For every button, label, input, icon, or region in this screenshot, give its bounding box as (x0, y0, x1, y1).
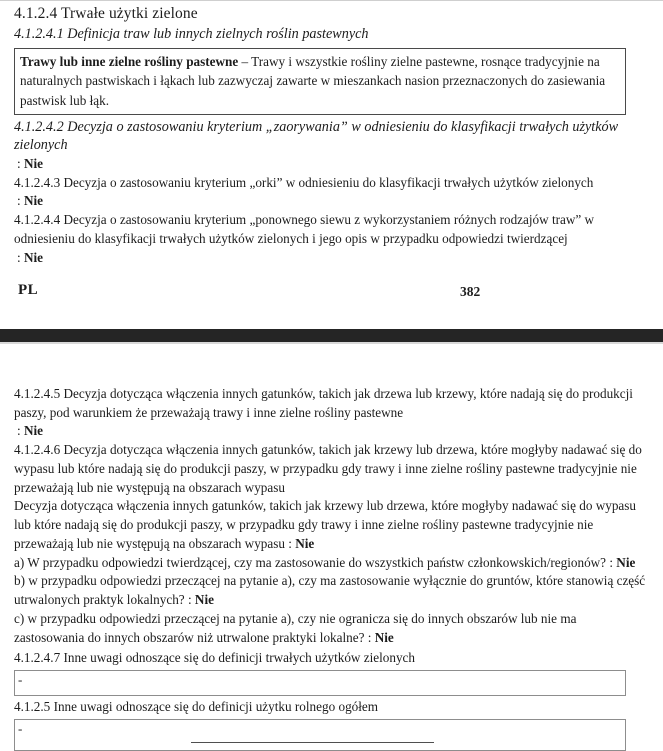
footer-language-code: PL (18, 282, 38, 298)
sub-question-c (14, 610, 649, 647)
definition-box (14, 48, 626, 115)
sub-question-c-label: c) w przypadku odpowiedzi przeczącej na pytanie a), czy nie ogranicza się do innych obszarów lub nie ma zastosowania do innych obszarów niż utrwalone praktyki lokalne? : (14, 610, 577, 645)
question-4-1-2-4-5: 4.1.2.4.5 Decyzja dotycząca włączenia innych gatunków, takich jak drzewa lub krzewy, które nadają się do produkcji paszy, pod warunkiem że przeważają trawy i inne zielne rośliny pastewne (14, 386, 633, 420)
answer-row-4-1-2-4-3 (14, 192, 649, 211)
question-4-1-2-4-4: 4.1.2.4.4 Decyzja o zastosowaniu kryterium „ponownego siewu z wykorzystaniem różnych rodzajów traw” w odniesieniu do klasyfikacji trwałych użytków zielonych i jego opis w przypadku odpowiedzi twierdzącej (14, 212, 595, 246)
sub-question-a-answer: Nie (616, 554, 636, 570)
definition-body: – Trawy i wszystkie rośliny zielne pastewne, rosnące tradycyjnie na naturalnych pastwiskach i łąkach lub zazwyczaj zawarte w mieszankach nasion przeznaczonych do zasiewania pastwisk lub łąk. (20, 54, 606, 108)
sub-question-b-label: b) w przypadku odpowiedzi przeczącej na pytanie a), czy ma zastosowanie wyłącznie do gruntów, które stanowią część utrwalonych praktyk lokalnych? : (14, 573, 646, 608)
subsection-heading-definition: 4.1.2.4.1 Definicja traw lub innych zielnych roślin pastewnych (14, 26, 369, 43)
page-title: 4.1.2.4 Trwałe użytki zielone (14, 5, 198, 22)
answer-row-4-1-2-4-2 (14, 155, 649, 174)
textbox-4-1-2-5-value: - (18, 720, 23, 736)
definition-term: Trawy lub inne zielne rośliny pastewne (20, 54, 239, 70)
answer-value-4-1-2-4-4: Nie (23, 249, 44, 265)
textbox-4-1-2-4-7-value: - (18, 672, 23, 688)
answer-value-4-1-2-4-2: Nie (23, 155, 44, 171)
definition-text (20, 52, 620, 110)
footer-page-number: 382 (460, 284, 481, 299)
page-break-separator (0, 329, 663, 342)
answer-prefix: : (17, 155, 24, 171)
field-label-4-1-2-5: 4.1.2.5 Inne uwagi odnoszące się do definicji użytku rolnego ogółem (14, 699, 379, 715)
answer-prefix: : (17, 249, 24, 265)
document-page-one (0, 0, 663, 329)
sub-question-a-label: a) W przypadku odpowiedzi twierdzącej, czy ma zastosowanie do wszystkich państw członkowskich/regionów? : (14, 554, 617, 570)
textbox-inner-divider (191, 742, 434, 743)
document-page-two (0, 344, 663, 736)
textbox-4-1-2-4-7[interactable] (14, 670, 626, 696)
question-4-1-2-4-6: 4.1.2.4.6 Decyzja dotycząca włączenia innych gatunków, takich jak krzewy lub drzewa, które mogłyby nadawać się do wypasu lub które nadają się do produkcji paszy, w przypadku gdy trawy i inne zielne rośliny pastewne tradycyjnie nie przeważają lub nie występują na obszarach wypasu (14, 442, 642, 495)
sub-question-b (14, 572, 649, 609)
answer-value-4-1-2-4-5: Nie (23, 423, 44, 439)
sub-question-b-answer: Nie (194, 592, 214, 608)
sub-question-a (14, 554, 649, 573)
answer-prefix: : (17, 423, 24, 439)
textbox-4-1-2-5[interactable] (14, 719, 626, 751)
question-4-1-2-4-2: 4.1.2.4.2 Decyzja o zastosowaniu kryterium „zaorywania” w odniesieniu do klasyfikacji trwałych użytków zielonych (14, 118, 619, 154)
answer-row-4-1-2-4-4 (14, 249, 649, 268)
sub-question-c-answer: Nie (374, 629, 394, 645)
answer-row-4-1-2-4-5 (14, 422, 649, 441)
restated-question-4-1-2-4-6 (14, 497, 649, 553)
field-label-4-1-2-4-7: 4.1.2.4.7 Inne uwagi odnoszące się do definicji trwałych użytków zielonych (14, 650, 416, 666)
answer-value-4-1-2-4-3: Nie (23, 193, 44, 209)
question-4-1-2-4-3: 4.1.2.4.3 Decyzja o zastosowaniu kryterium „orki” w odniesieniu do klasyfikacji trwałych użytków zielonych (14, 174, 594, 190)
restated-question-text: Decyzja dotycząca włączenia innych gatunków, takich jak krzewy lub drzewa, które mogłyby nadawać się do wypasu lub które nadają się do produkcji paszy, w przypadku gdy trawy i inne zielne rośliny pastewne tradycyjnie nie przeważają lub nie występują na obszarach wypasu : (14, 498, 637, 551)
page-footer (14, 282, 626, 308)
restated-answer-value: Nie (295, 535, 315, 551)
answer-prefix: : (17, 193, 24, 209)
